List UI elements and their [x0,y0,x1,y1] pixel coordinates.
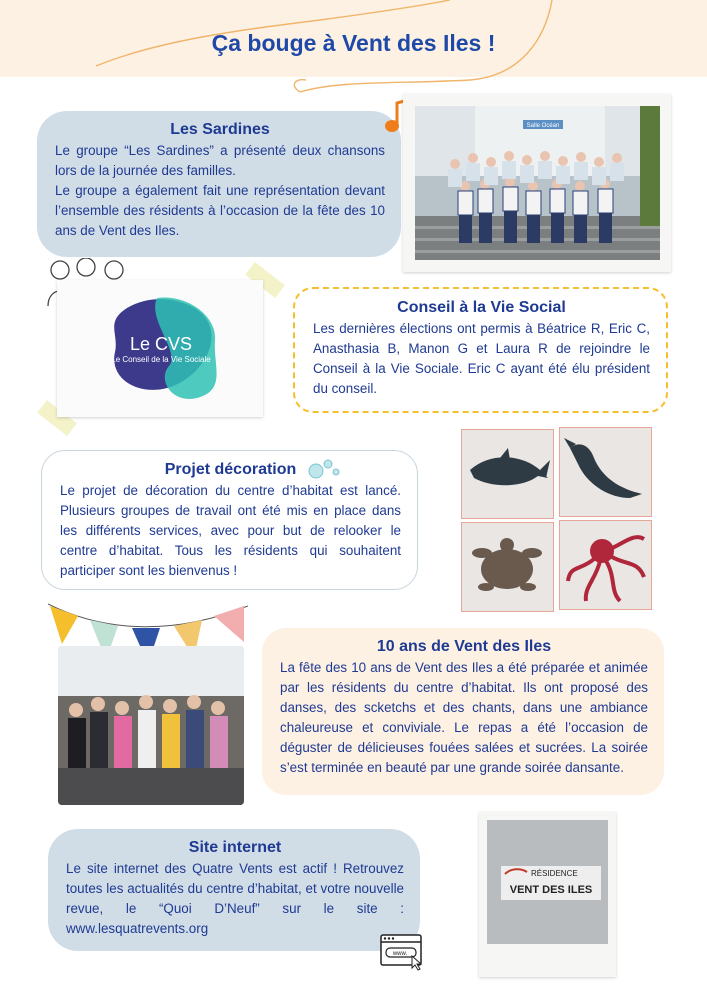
cvs-logo-title: Le CVS [129,334,193,354]
cvs-text: Les dernières élections ont permis à Béatrice R, Eric C, Anasthasia B, Manon G et Laura R de rejoindre le Conseil à la Vie Sociale. Eric C ayant été élu président du conseil. [313,321,650,396]
cvs-logo [57,280,263,417]
cvs-logo-subtitle: Le Conseil de la Vie Sociale [111,355,211,364]
decoration-title: Projet décoration [164,461,297,478]
octopus-photo [559,520,652,610]
cvs-card [293,287,668,413]
whale-photo [559,427,652,517]
browser-icon [380,934,426,972]
party-photo [58,646,244,805]
decoration-card [41,450,418,590]
sardines-photo-sign: Salle Océan [526,123,560,129]
turtle-photo [461,522,554,612]
sardines-text: Le groupe “Les Sardines” a présenté deux chansons lors de la journée des familles. Le groupe a également fait une représentation devant l’ensemble des résidents à l’occasion de la fête des 10 ans de Vent des Iles. [55,143,385,238]
residence-photo-frame [479,812,616,977]
website-title: Site internet [188,839,282,856]
cvs-logo-frame [57,280,263,417]
dolphin-photo [461,429,554,519]
sardines-title: Les Sardines [170,121,270,138]
residence-sign-line2: VENT DES ILES [509,884,593,896]
anniversary-text: La fête des 10 ans de Vent des Iles a été préparée et animée par les résidents du centre d’habitat. Ils ont proposé des danses, des scketchs et des chants, dans une ambiance chaleureuse et conviviale. Le repas a été l’occasion de déguster de délicieuses fouées salées et sucrées. La soirée s’est terminée en beauté par une grande soirée dansante. [280,660,648,775]
website-text: Le site internet des Quatre Vents est actif ! Retrouvez toutes les actualités du centre d’habitat, et votre nouvelle revue, le “Quoi D’Neuf” sur le site : www.lesquatrevents.org [66,861,404,936]
sardines-card [37,111,401,257]
anniversary-card [262,628,664,795]
page-title: Ça bouge à Vent des Iles ! [211,30,496,56]
anniversary-title: 10 ans de Vent des Iles [376,638,552,655]
bubbles-icon [305,456,345,482]
sardines-group-photo [415,106,660,260]
website-card [48,829,420,951]
browser-url-text: www. [392,951,408,957]
sardines-photo-frame [403,94,671,272]
residence-sign-line1: RÉSIDENCE [531,869,578,878]
decoration-text: Le projet de décoration du centre d’habitat est lancé. Plusieurs groupes de travail ont été mis en place dans les différents services, avec pour but de relooker le centre d’habitat. Tous les résidents qui souhaitent participer sont les bienvenus ! [60,483,401,578]
cvs-title: Conseil à la Vie Social [397,299,566,316]
residence-sign-photo [487,820,608,944]
